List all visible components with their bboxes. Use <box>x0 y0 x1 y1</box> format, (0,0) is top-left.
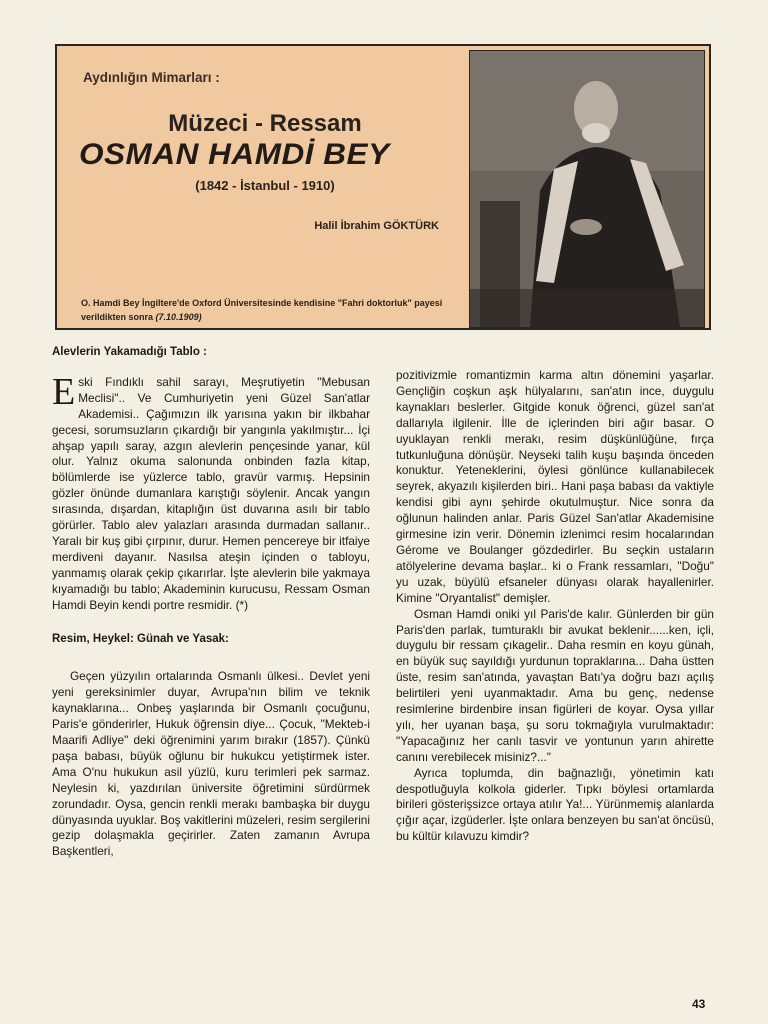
paragraph-3: pozitivizmle romantizmin karma altın dönemini yaşarlar. Gençliğin coşkun aşk hülyalarını, san'atın ince, duygulu kaynakları beslerler. Gitgide konuk öğrenci, güzel san'at dallarıyla ilgilenir. İlle de içlerinden biri ağır basar. O uyuklayan renkli merakı, resim düşkünlüğüne, fırça tutkunluğuna dönüşür. Neyseki talih kuşu başında önceden konuktur. Yeteneklerini, öylesi gönlünce kullanabilecek seyrek, akyazılı kişilerden biri.. Hani paşa babası da vaktiyle kendisi gibi aynı şehirde okutulmuştur. Nice sonra da oğlunun halinden anlar. Paris Güzel San'atlar Akademisine girmesine izin verir. Dönemin izlenimci resim hocalarından Gérome ve Boulanger gözdedirler. Bu seçkin ustaların atölyelerine devama başlar.. ki o Frank ressamları, "Doğu" yu uzak, büyülü efsaneler dünyası olarak hayallenirler. Kimine "Oryantalist" demişler. <box>396 368 714 605</box>
caption-text: O. Hamdi Bey İngiltere'de Oxford Üniversitesinde kendisine "Fahri doktorluk" payesi verildikten sonra <box>81 298 443 322</box>
article-subtitle: Müzeci - Ressam <box>168 110 362 137</box>
photo-caption <box>81 296 453 324</box>
section-heading-1: Alevlerin Yakamadığı Tablo : <box>52 346 207 358</box>
life-dates: (1842 - İstanbul - 1910) <box>195 178 335 193</box>
paragraph-5: Ayrıca toplumda, din bağnazlığı, yönetimin katı despotluğuyla kolkola giderler. Tıpkı böylesi ortamlarda birileri gösterişsizce ortaya atılır Ya!... Yürünmemiş alanlarda çığır açar, izgüderler. İşte onlara benzeyen bu san'at öncüsü, bu kültür kılavuzu kimdir? <box>396 765 714 844</box>
author-byline: Halil İbrahim GÖKTÜRK <box>314 220 439 232</box>
drop-cap: E <box>52 370 76 413</box>
portrait-photo <box>469 50 705 328</box>
paragraph-2: Geçen yüzyılın ortalarında Osmanlı ülkesi.. Devlet yeni yeni gereksinimler duyar, Avrupa'nın bilim ve teknik kaynaklarına... Onbeş yaşlarında bir Osmanlı çocuğunu, Paris'e gönderirler, Hukuk öğrensin diye... Çocuk, "Mekteb-i Maarifi Adliye" deki öğrenimini yarım bırakır (1857). Çünkü paşa babası, büyük oğlunu bir hukukcu yetiştirmek ister. Ama O'nu hukukun asil yüzlü, kuru terimleri pek sarmaz. Neylesin ki, yazdırılan üniversite öğretimini sürdürmek zorundadır. Oysa, gencin renkli merakı bambaşka bir duygu dünyasında uyuklar. Boş vakitlerini müzeleri, resim sergilerini gezip dolaşmakla geçirirler. Zaten zamanın Avrupa Başkentleri, <box>52 669 370 859</box>
paragraph-4: Osman Hamdi oniki yıl Paris'de kalır. Günlerden bir gün Paris'den parlak, tumturaklı bir avukat beklenir......ken, içli, duygulu bir ressam çıkagelir.. Daha resmin en koyu günah, en büyük suç sayıldığı yurdunun topraklarına... Daha üstten üste, resim san'atında, yavaştan Batı'ya doğru bazı açılış belirtileri yeni uyanmaktadır. Ama bu genç, nedense resimlerine birdenbire insan figürleri de koyar. Oysa yıllar yılı, her uyanan başa, şu soru tokmağıyla vurulmaktadır: "Yapacağınız her canlı tasvir ve yontunun yarın ahirette canını verebilecek misiniz?..." <box>396 606 714 764</box>
paragraph-1-text: ski Fındıklı sahil sarayı, Meşrutiyetin "Mebusan Meclisi".. Ve Cumhuriyetin yeni Güzel San'atlar Akademisi.. Çağımızın ilk yarısına yakın bir ilkbahar gecesi, sorumsuzların çıkardığı bir yangınla yakılmıştır... İçi ahşap yapılı saray, azgın alevlerin pençesinde yanar, kül olur. Yalnız okuma salonunda onbinden fazla kitap, bölümlerde ise yüzlerce tablo, gravür varmış. Hepsinin gözler önünde dumanlara karıştığı söylenir. Ancak yangın sırasında, dışardan, kitaplığın üst duvarına asılı bir tablo görürler. Tablo alev yalazları arasında durmadan sallanır.. Yaralı bir kuş gibi çırpınır, durur. Hemen pencereye bir itfaiye merdiveni dayanır. Nasılsa ateşin içinden o tabloyu, yanmamış olarak çekip çıkarırlar. İşte alevlerin bile yakmaya kıyamadığı bu tablo; Akademinin kurucusu, Ressam Osman Hamdi Beyin kendi portre resmidir. (*) <box>52 374 370 612</box>
caption-date: (7.10.1909) <box>155 312 202 322</box>
section-heading-2: Resim, Heykel: Günah ve Yasak: <box>52 632 229 645</box>
series-kicker: Aydınlığın Mimarları : <box>83 70 220 85</box>
paragraph-1 <box>52 370 370 614</box>
right-column <box>396 368 714 845</box>
page-number: 43 <box>692 997 706 1011</box>
left-column <box>52 345 370 860</box>
article-title: OSMAN HAMDİ BEY <box>79 138 390 171</box>
article-header-box <box>55 44 711 330</box>
